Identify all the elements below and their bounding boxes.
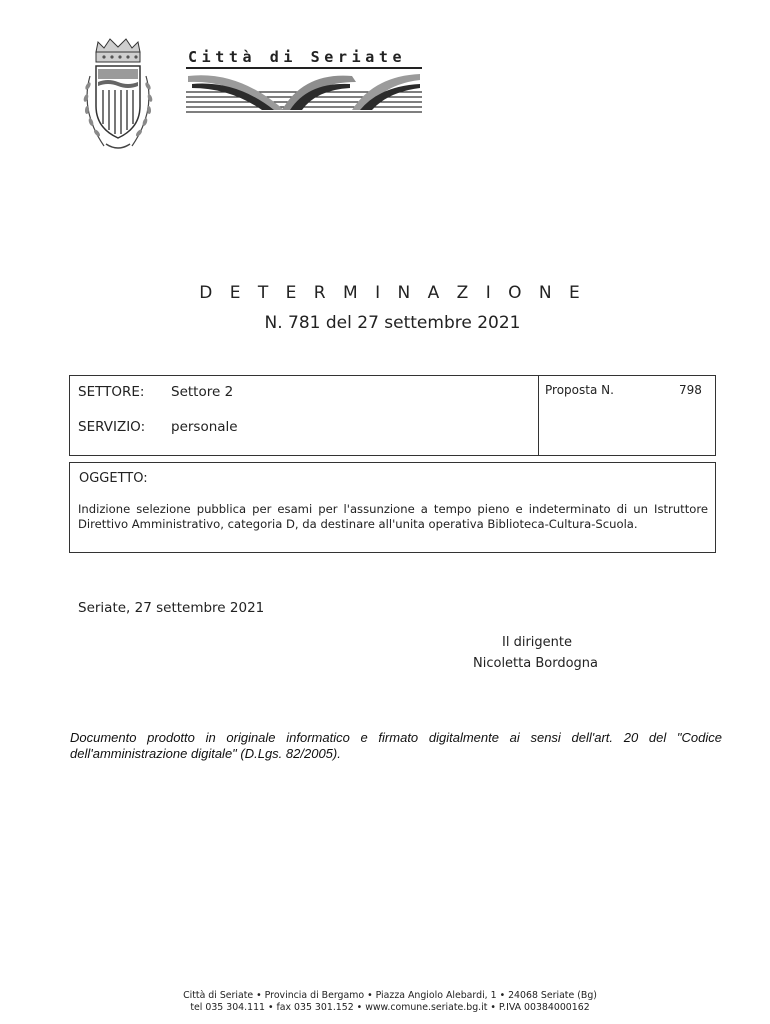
document-number-date: N. 781 del 27 settembre 2021 (264, 313, 521, 333)
footer-contacts-line: tel 035 304.111 • fax 035 301.152 • www.comune.seriate.bg.it • P.IVA 00384000162 (190, 1002, 590, 1013)
bridge-logo-graphic (186, 66, 422, 114)
settore-value: Settore 2 (171, 384, 234, 400)
proposta-number: 798 (679, 383, 702, 397)
servizio-label: SERVIZIO: (78, 419, 146, 435)
coat-of-arms-logo (76, 36, 160, 154)
object-box (69, 462, 716, 553)
signer-name: Nicoletta Bordogna (473, 656, 598, 671)
digital-signature-note: Documento prodotto in originale informatico e firmato digitalmente ai sensi dell'art. 20 del "Codice dell'amministrazione digitale" (D.Lgs. 82/2005). (70, 730, 722, 761)
footer-address-line: Città di Seriate • Provincia di Bergamo • Piazza Angiolo Alebardi, 1 • 24068 Seriate (Bg) (183, 990, 597, 1001)
place-date: Seriate, 27 settembre 2021 (78, 600, 265, 616)
proposta-label: Proposta N. (545, 383, 614, 397)
sector-info-box (69, 375, 716, 456)
box-divider (538, 375, 539, 456)
object-description: Indizione selezione pubblica per esami per l'assunzione a tempo pieno e indeterminato di un Istruttore Direttivo Amministrativo, categoria D, da destinare all'unita operativa Biblioteca-Cultura-Scuola. (78, 502, 708, 531)
signer-role: Il dirigente (502, 635, 572, 650)
object-label: OGGETTO: (79, 471, 148, 486)
page-footer (0, 990, 770, 1014)
document-type-title: D E T E R M I N A Z I O N E (199, 283, 586, 303)
servizio-value: personale (171, 419, 238, 435)
municipality-name: Città di Seriate (188, 48, 407, 66)
settore-label: SETTORE: (78, 384, 145, 400)
